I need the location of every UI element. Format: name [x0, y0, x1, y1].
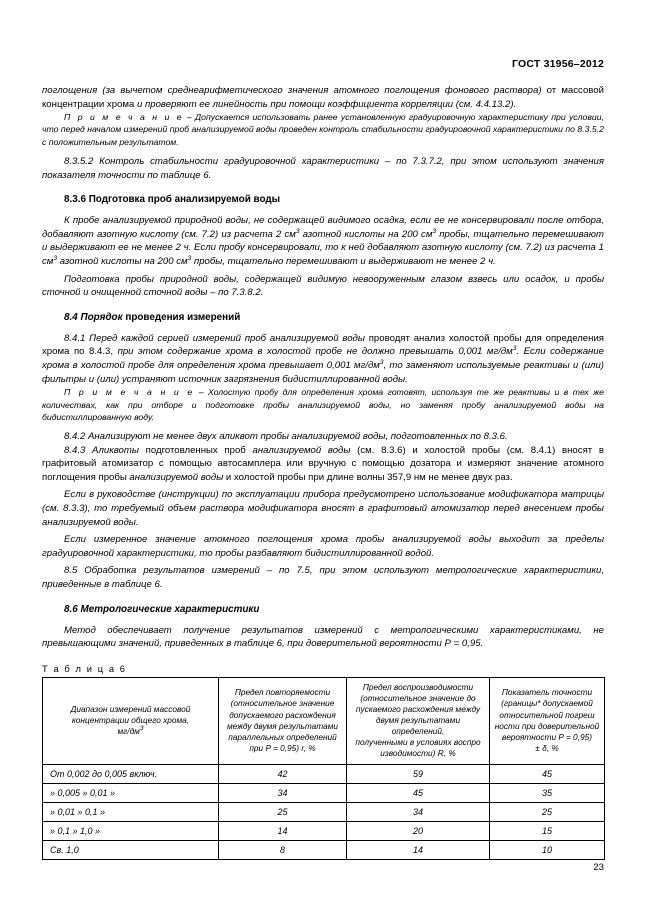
column-header-reproducibility — [347, 677, 490, 765]
hdr-d-l5: вероятности P = 0,95) — [502, 731, 592, 742]
p841-part4: . Если содержание хрома в холостой пробе для определения хрома превышает 0,001 мг/дм — [42, 346, 604, 372]
paragraph-8-4-3-c: Если измеренное значение атомного поглощения хрома пробы анализируемой воды выходит за пределы градуировочной характеристики, то пробы разбавляют бидистиллированной водой. — [42, 534, 604, 559]
p836a-part2: азотной кислоты на 200 см — [299, 228, 433, 240]
table-row — [43, 784, 605, 803]
hdr-r-l2: (относительное значение — [230, 698, 335, 709]
column-header-accuracy — [490, 677, 605, 765]
cell-repeatability: 8 — [219, 841, 347, 860]
p836a-sup2: 3 — [432, 227, 437, 235]
standard-header: ГОСТ 31956–2012 — [511, 58, 604, 70]
hdr-R-l3: пускаемого расхождения между — [355, 704, 481, 714]
cell-range: » 0,01 » 0,1 » — [43, 803, 219, 822]
cell-repeatability: 14 — [219, 822, 347, 841]
paragraph-8-5: 8.5 Обработка результатов измерений – по 7.5, при этом используют метрологические характеристики, приведенные в таблице 6. — [42, 565, 604, 591]
p843-part3: анализируемой воды — [252, 444, 351, 456]
cell-reproducibility: 34 — [347, 803, 490, 822]
paragraph-8-4-2: 8.4.2 Анализируют не менее двух аликвот пробы анализируемой воды, подготовленных по 8.3.6. — [64, 431, 508, 443]
metrological-characteristics-table — [42, 677, 605, 861]
column-header-repeatability — [219, 677, 347, 765]
p841-part3: при этом содержание хрома в холостой пробе не должно превышать 0,001 мг/дм — [117, 346, 513, 358]
p836a-sup3: 3 — [53, 254, 58, 262]
note-1-text: – Допускается использовать ранее установленную градуировочную характеристику при условии, что перед началом измерений проб анализируемой воды проведен контроль стабильности градуировочной характеристики по 8.3.5.2 с положительным результатом. — [42, 112, 604, 147]
hdr-R-l1: Предел воспроизводимости — [362, 681, 474, 692]
p843-part2: подготовленных проб — [138, 444, 253, 456]
paragraph-8-4-3-b: Если в руководстве (инструкции) по эксплуатации прибора предусмотрено использование модификатора матрицы (см. 8.3.3), то требуемый объем раствора модификатора вносят в графитовый атомизатор перед внесением пробы анализируемой воды. — [42, 489, 604, 528]
cell-accuracy: 25 — [490, 803, 605, 822]
hdr-R-l6: изводимости) R, % — [380, 748, 456, 759]
heading-8-4-normal: проведения измерений — [122, 311, 241, 323]
hdr-R-l4: двумя результатами определений, — [375, 715, 461, 737]
p841-part2: проводят анализ холостой пробы для определения хрома по 8.4.3, — [42, 332, 604, 358]
paragraph-8-3-6-a — [42, 214, 604, 268]
cell-reproducibility: 45 — [347, 784, 490, 803]
table-row — [43, 822, 605, 841]
hdr-r-l3: допускаемого расхождения — [229, 709, 336, 720]
hdr-range-l3: мг/дм — [117, 726, 140, 737]
hdr-r-l6: при P = 0,95) r, % — [249, 742, 316, 753]
note-2 — [42, 386, 604, 423]
hdr-R-l5: полученными в условиях воспро — [355, 737, 481, 748]
note-1-label: П р и м е ч а н и е — [64, 112, 184, 123]
table-row — [43, 803, 605, 822]
paragraph-8-6: Метод обеспечивает получение результатов измерений с метрологическими характеристиками, не превышающими значений, приведенных в таблице 6, при доверительной вероятности Р = 0,95. — [42, 624, 604, 650]
hdr-d-l2: (границы* допускаемой — [501, 698, 593, 709]
cell-range: От 0,002 до 0,005 включ. — [43, 765, 219, 784]
cell-repeatability: 25 — [219, 803, 347, 822]
p841-sup1: 3 — [512, 345, 517, 353]
hdr-d-l6: ± δ, % — [535, 742, 559, 753]
cell-repeatability: 42 — [219, 765, 347, 784]
hdr-r-l5: параллельных определений — [228, 731, 337, 742]
para-continued-run1: поглощения (за вычетом среднеарифметического значения атомного поглощения фонового раствора) — [42, 85, 542, 96]
hdr-range-l2: концентрации общего хрома, — [71, 715, 190, 726]
heading-8-4 — [42, 311, 604, 325]
table-head — [43, 677, 605, 765]
p841-part1: 8.4.1 Перед каждой серией измерений проб анализируемой воды — [64, 332, 365, 344]
paragraph-continued — [42, 84, 604, 111]
page-content — [42, 58, 604, 860]
hdr-R-l2: (относительное значение до — [360, 692, 476, 703]
para-continued-run3: и проверяют ее линейность при помощи коэффициента корреляции (см. 4.4.13.2). — [136, 98, 517, 110]
paragraph-8-3-6-b: Подготовка пробы природной воды, содержащей видимую невооруженным глазом взвесь или осадок, и пробы сточной и очищенной сточной воды – по 7.3.8.2. — [42, 273, 604, 299]
paragraph-8-4-1 — [42, 332, 604, 386]
column-header-range — [43, 677, 219, 765]
p836a-sup1: 3 — [295, 227, 300, 235]
paragraph-8-4-3 — [42, 444, 604, 485]
p841-sup2: 3 — [379, 358, 384, 366]
cell-reproducibility: 59 — [347, 765, 490, 784]
table-header-row — [43, 677, 605, 765]
hdr-r-l4: между двумя результатами — [226, 720, 339, 731]
heading-8-4-italic: 8.4 Порядок — [64, 311, 123, 323]
hdr-r-l1: Предел повторяемости — [234, 687, 331, 698]
hdr-d-l4: ности при доверительной — [494, 720, 600, 731]
table-body — [43, 765, 605, 860]
note-2-label: П р и м е ч а н и е — [64, 387, 195, 398]
cell-accuracy: 15 — [490, 822, 605, 841]
heading-8-3-6: 8.3.6 Подготовка проб анализируемой воды — [64, 194, 281, 206]
note-1 — [42, 111, 604, 148]
p843-part4: (см. 8.3.6) и холостой пробы (см. 8.4.1) вносят в графитовый атомизатор с помощью автосамплера или вручную с помощью дозатора и измеряют значение атомного поглощения пробы — [42, 444, 604, 483]
hdr-d-l1: Показатель точности — [501, 687, 593, 698]
p836a-part1: К пробе анализируемой природной воды, не содержащей видимого осадка, если ее не консервировали после отбора, добавляют азотную кислоту (см. 7.2) из расчета 2 см — [42, 215, 604, 240]
table-caption: Т а б л и ц а 6 — [42, 663, 127, 674]
cell-accuracy: 45 — [490, 765, 605, 784]
p836a-part3: пробы, тщательно перемешивают и выдерживают ее не менее 2 ч. Если пробу консервировали, то к ней добавляют азотную кислоту (см. 7.2) из расчета 1 см — [42, 228, 604, 268]
cell-reproducibility: 20 — [347, 822, 490, 841]
p843-part6: и холостой пробы при длине волны 357,9 нм не менее двух раз. — [223, 471, 513, 483]
page-number: 23 — [593, 862, 604, 873]
hdr-range-l1: Диапазон измерений массовой — [70, 704, 191, 714]
hdr-d-l3: относительной погреш — [499, 709, 595, 720]
para-continued-run2: от массовой концентрации хрома — [42, 85, 604, 110]
cell-reproducibility: 14 — [347, 841, 490, 860]
note-2-text: – Холостую пробу для определения хрома готовят, используя те же реактивы и в тех же количествах, как при отборе и подготовке пробы анализируемой воды, но заменяя пробу анализируемой воды на бидистиллированную воду. — [42, 387, 604, 422]
heading-8-6: 8.6 Метрологические характеристики — [64, 603, 260, 615]
p843-part5: анализируемой воды — [129, 471, 224, 483]
hdr-range-sup: 3 — [139, 725, 144, 733]
clause-8-3-5-2: 8.3.5.2 Контроль стабильности градуировочной характеристики – по 7.3.7.2, при этом используют значения показателя точности по таблице 6. — [42, 156, 604, 181]
table-row — [43, 841, 605, 860]
p843-part1: 8.4.3 Аликвоты — [64, 444, 139, 456]
p836a-part5: пробы, тщательно перемешивают и выдерживают не менее 2 ч. — [191, 256, 496, 268]
cell-accuracy: 10 — [490, 841, 605, 860]
cell-repeatability: 34 — [219, 784, 347, 803]
table-row — [43, 765, 605, 784]
p836a-sup4: 3 — [187, 254, 192, 262]
p836a-part4: азотной кислоты на 200 см — [57, 256, 188, 268]
cell-range: Св. 1,0 — [43, 841, 219, 860]
cell-range: » 0,1 » 1,0 » — [43, 822, 219, 841]
p841-part5: , то заменяют используемые реактивы и (или) фильтры и (или) устраняют источник загрязнения бидистиллированной воды. — [42, 360, 604, 385]
cell-accuracy: 35 — [490, 784, 605, 803]
cell-range: » 0,005 » 0,01 » — [43, 784, 219, 803]
